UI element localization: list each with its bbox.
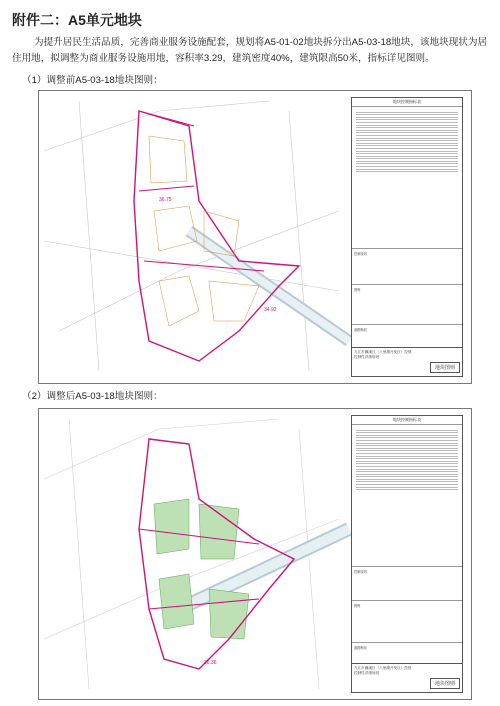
svg-text:34.92: 34.92 [264,307,277,313]
sheet-type-box: 地块图则 [430,362,460,373]
road-section: 道路断面 [352,642,462,673]
plan-map-before [39,91,351,383]
legend-panel-after [351,415,463,693]
plan-map-after [39,409,351,699]
svg-text:36.36: 36.36 [204,660,217,666]
legend-title: 地块控制指标表 [352,98,462,107]
before-label: （1）调整前A5-03-18地块图则： [22,75,163,86]
legend-section: 图例 [352,284,462,325]
page-heading: 附件二：A5单元地块 [12,12,142,28]
control-principles: 控制原则 [352,248,462,285]
control-principles: 控制原则 [352,566,462,601]
title-block-before: 九江市濂溪区（八里湖开发区）控规 控制性详细规划 地块图则 [352,347,462,376]
svg-text:36.75: 36.75 [159,197,172,203]
sheet-type-box: 地块图则 [430,678,460,689]
indicator-table [356,428,458,492]
legend-title: 地块控制指标表 [352,416,462,425]
road-section: 道路断面 [352,324,462,355]
map-sheet-after [38,408,472,700]
title-block-after: 九江市濂溪区（八里湖开发区）控规 控制性详细规划 地块图则 [352,663,462,692]
after-label: （2）调整后A5-03-18地块图则： [22,391,163,402]
legend-section: 图例 [352,600,462,643]
indicator-table [356,110,458,174]
legend-panel-before [351,97,463,377]
description-paragraph: 为提升居民生活品质，完善商业服务设施配套，规划将A5-01-02地块拆分出A5-03-18地块，该地块现状为居住用地，拟调整为商业服务设施用地，容积率3.29，建筑密度40%，建筑限高50米，指标详见图则。 [12,37,488,64]
map-sheet-before [38,90,472,384]
